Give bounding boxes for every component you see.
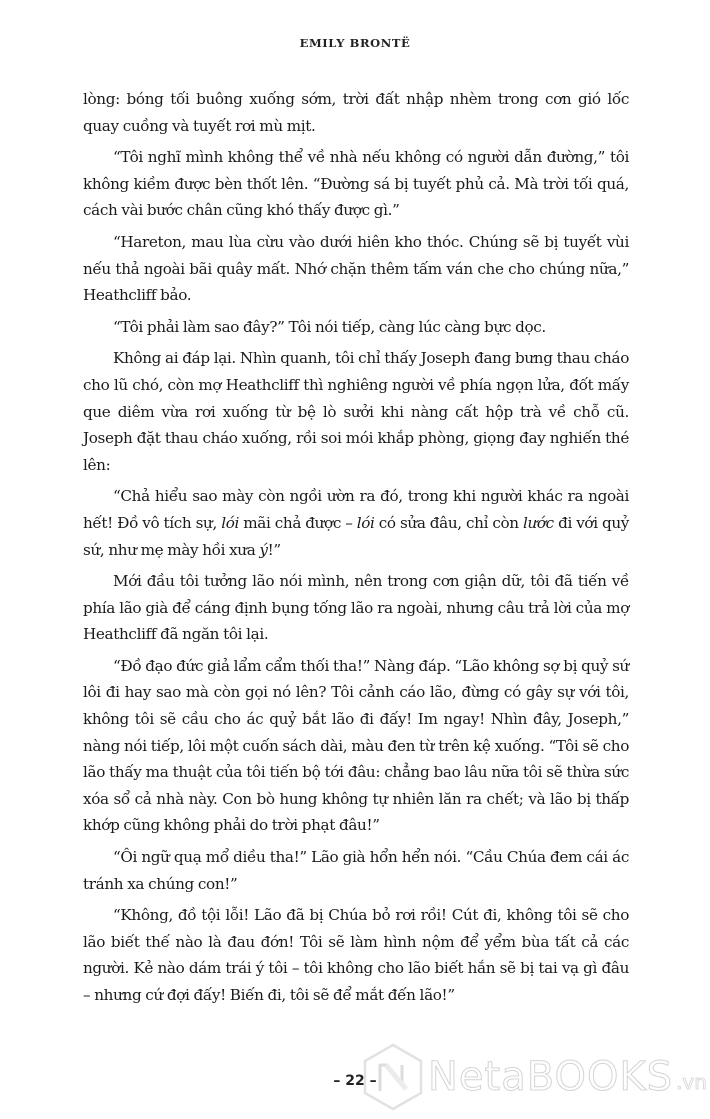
text-segment: “Không, đồ tội lỗi! Lão đã bị Chúa bỏ rơi rồi! Cút đi, không tôi sẽ cho lão biết thế nào là đau đớn! Tôi sẽ làm hình nộm để yểm bùa tất cả các người. Kẻ nào dám trái ý tôi – tôi không cho lão biết hắn sẽ bị tai vạ gì đâu – nhưng cứ đợi đấy! Biến đi, tôi sẽ để mắt đến lão!” [83,906,629,1004]
paragraph [83,844,629,897]
text-segment: “Ôi ngữ quạ mổ diều tha!” Lão già hổn hển nói. “Cầu Chúa đem cái ác tránh xa chúng con!” [83,848,629,893]
text-segment: “Chả hiểu sao mày còn ngồi ườn ra đó, trong khi người khác ra ngoài hết! Đồ vô tích sự, [83,487,629,532]
text-segment: “Đồ đạo đức giả lẩm cẩm thối tha!” Nàng đáp. “Lão không sợ bị quỷ sứ lôi đi hay sao mà còn gọi nó lên? Tôi cảnh cáo lão, đừng có gây sự với tôi, không tôi sẽ cầu cho ác quỷ bắt lão đi đấy! Im ngay! Nhìn đây, Joseph,” nàng nói tiếp, lôi một cuốn sách dài, màu đen từ trên kệ xuống. “Tôi sẽ cho lão thấy ma thuật của tôi tiến bộ tới đâu: chẳng bao lâu nữa tôi sẽ thừa sức xóa sổ cả nhà này. Con bò hung không tự nhiên lăn ra chết; và lão bị thấp khớp cũng không phải do trời phạt đâu!” [83,656,629,835]
text-segment: !” [267,540,281,559]
italic-text: lói [221,513,239,532]
text-segment: mãi chả được – [239,513,357,532]
paragraph [83,229,629,309]
paragraph [83,314,629,341]
paragraph [83,653,629,839]
watermark-brand: NetaBOOKS [428,1054,674,1100]
italic-text: lước [522,513,554,532]
watermark-suffix: .vn [676,1070,707,1094]
text-segment: đi với quỷ sứ, như mẹ mày hồi xưa [83,513,629,559]
text-segment: “Tôi phải làm sao đây?” Tôi nói tiếp, càng lúc càng bực dọc. [113,317,546,336]
text-segment: Không ai đáp lại. Nhìn quanh, tôi chỉ thấy Joseph đang bưng thau cháo cho lũ chó, còn mợ Heathcliff thì nghiêng người về phía ngọn lửa, đốt mấy que diêm vừa rơi xuống từ bệ lò sưởi khi nàng cất hộp trà về chỗ cũ. Joseph đặt thau cháo xuống, rồi soi mói khắp phòng, giọng đay nghiến thé lên: [83,349,629,474]
text-segment: “Tôi nghĩ mình không thể về nhà nếu không có người dẫn đường,” tôi không kiềm được bèn thốt lên. “Đường sá bị tuyết phủ cả. Mà trời tối quá, cách vài bước chân cũng khó thấy được gì.” [83,148,629,220]
italic-text: ý [259,540,268,559]
text-segment: có sửa đâu, chỉ còn [374,513,523,532]
paragraph [83,902,629,1008]
paragraph [83,86,629,139]
paragraph [83,144,629,224]
page-number: – 22 – [333,1073,377,1089]
body-text [83,86,629,1014]
text-segment: lòng: bóng tối buông xuống sớm, trời đất nhập nhèm trong cơn gió lốc quay cuồng và tuyết rơi mù mịt. [83,90,629,135]
running-header: EMILY BRONTË [299,36,411,50]
paragraph [83,483,629,563]
paragraph [83,568,629,648]
text-segment: “Hareton, mau lùa cừu vào dưới hiên kho thóc. Chúng sẽ bị tuyết vùi nếu thả ngoài bãi quây mất. Nhớ chặn thêm tấm ván che cho chúng nữa,” Heathcliff bảo. [83,232,629,305]
paragraph [83,345,629,478]
text-segment: Mới đầu tôi tưởng lão nói mình, nên trong cơn giận dữ, tôi đã tiến về phía lão già để cáng định bụng tống lão ra ngoài, nhưng câu trả lời của mợ Heathcliff đã ngăn tôi lại. [83,572,629,644]
italic-text: lói [356,513,375,532]
